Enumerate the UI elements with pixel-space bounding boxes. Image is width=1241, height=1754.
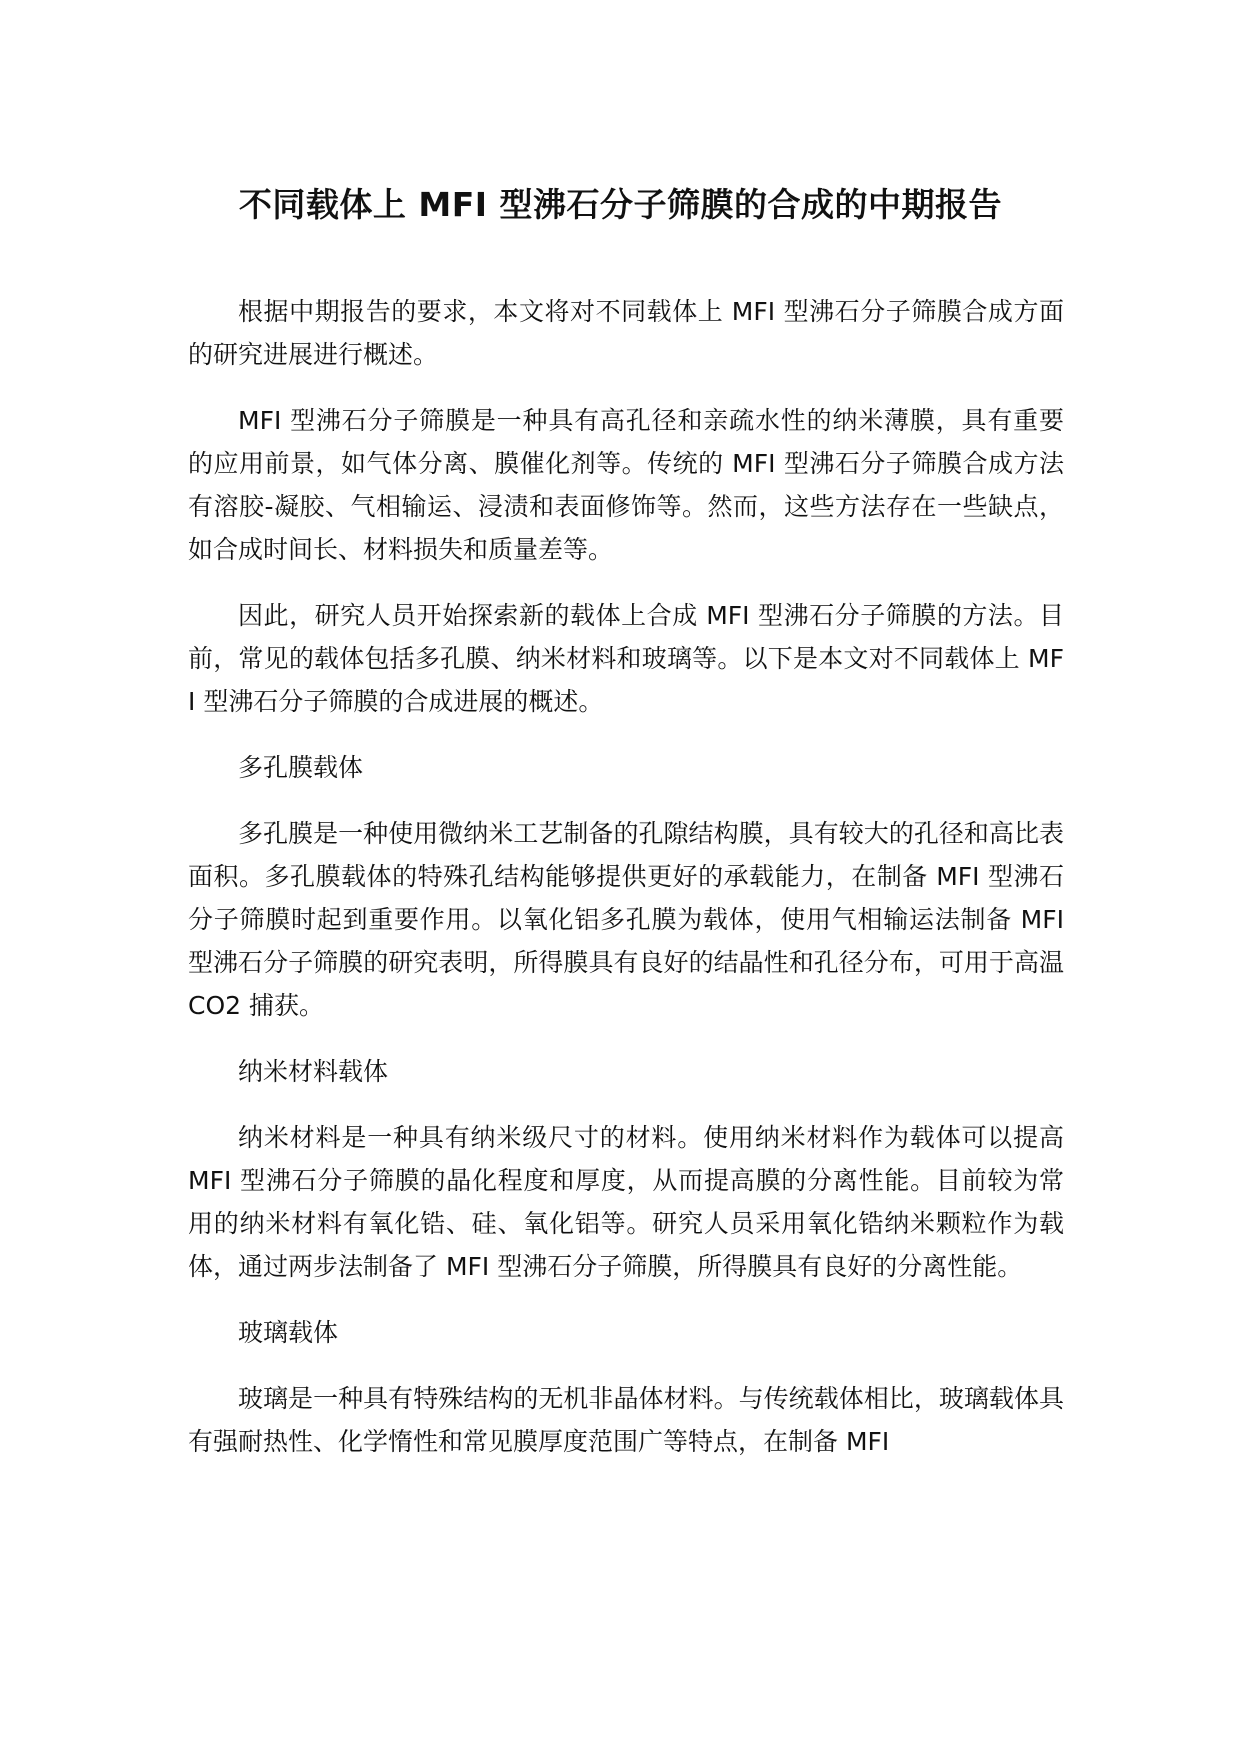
document-title: 不同载体上 MFI 型沸石分子筛膜的合成的中期报告 (238, 185, 1003, 224)
paragraph-porous-membrane: 多孔膜是一种使用微纳米工艺制备的孔隙结构膜，具有较大的孔径和高比表面积。多孔膜载体的特殊孔结构能够提供更好的承载能力，在制备 MFI 型沸石分子筛膜时起到重要作用。以氧化铝多孔膜为载体，使用气相输运法制备 MFI 型沸石分子筛膜的研究表明，所得膜具有良好的结晶性和孔径分布，可用于高温 CO2 捕获。 (188, 819, 1064, 1020)
paragraph-intro: 根据中期报告的要求，本文将对不同载体上 MFI 型沸石分子筛膜合成方面的研究进展进行概述。 (188, 297, 1064, 369)
section-heading-nanomaterial: 纳米材料载体 (238, 1057, 389, 1086)
section-heading-glass: 玻璃载体 (238, 1318, 339, 1347)
paragraph-nanomaterial: 纳米材料是一种具有纳米级尺寸的材料。使用纳米材料作为载体可以提高 MFI 型沸石分子筛膜的晶化程度和厚度，从而提高膜的分离性能。目前较为常用的纳米材料有氧化锆、硅、氧化铝等。研究人员采用氧化锆纳米颗粒作为载体，通过两步法制备了 MFI 型沸石分子筛膜，所得膜具有良好的分离性能。 (188, 1123, 1064, 1281)
section-heading-porous-membrane: 多孔膜载体 (238, 753, 364, 782)
paragraph-mfi-overview: MFI 型沸石分子筛膜是一种具有高孔径和亲疏水性的纳米薄膜，具有重要的应用前景，如气体分离、膜催化剂等。传统的 MFI 型沸石分子筛膜合成方法有溶胶-凝胶、气相输运、浸渍和表面修饰等。然而，这些方法存在一些缺点，如合成时间长、材料损失和质量差等。 (188, 406, 1064, 564)
paragraph-glass: 玻璃是一种具有特殊结构的无机非晶体材料。与传统载体相比，玻璃载体具有强耐热性、化学惰性和常见膜厚度范围广等特点，在制备 MFI (188, 1384, 1064, 1456)
paragraph-new-supports: 因此，研究人员开始探索新的载体上合成 MFI 型沸石分子筛膜的方法。目前，常见的载体包括多孔膜、纳米材料和玻璃等。以下是本文对不同载体上 MFI 型沸石分子筛膜的合成进展的概述。 (188, 601, 1064, 716)
document-body (188, 290, 1064, 1486)
